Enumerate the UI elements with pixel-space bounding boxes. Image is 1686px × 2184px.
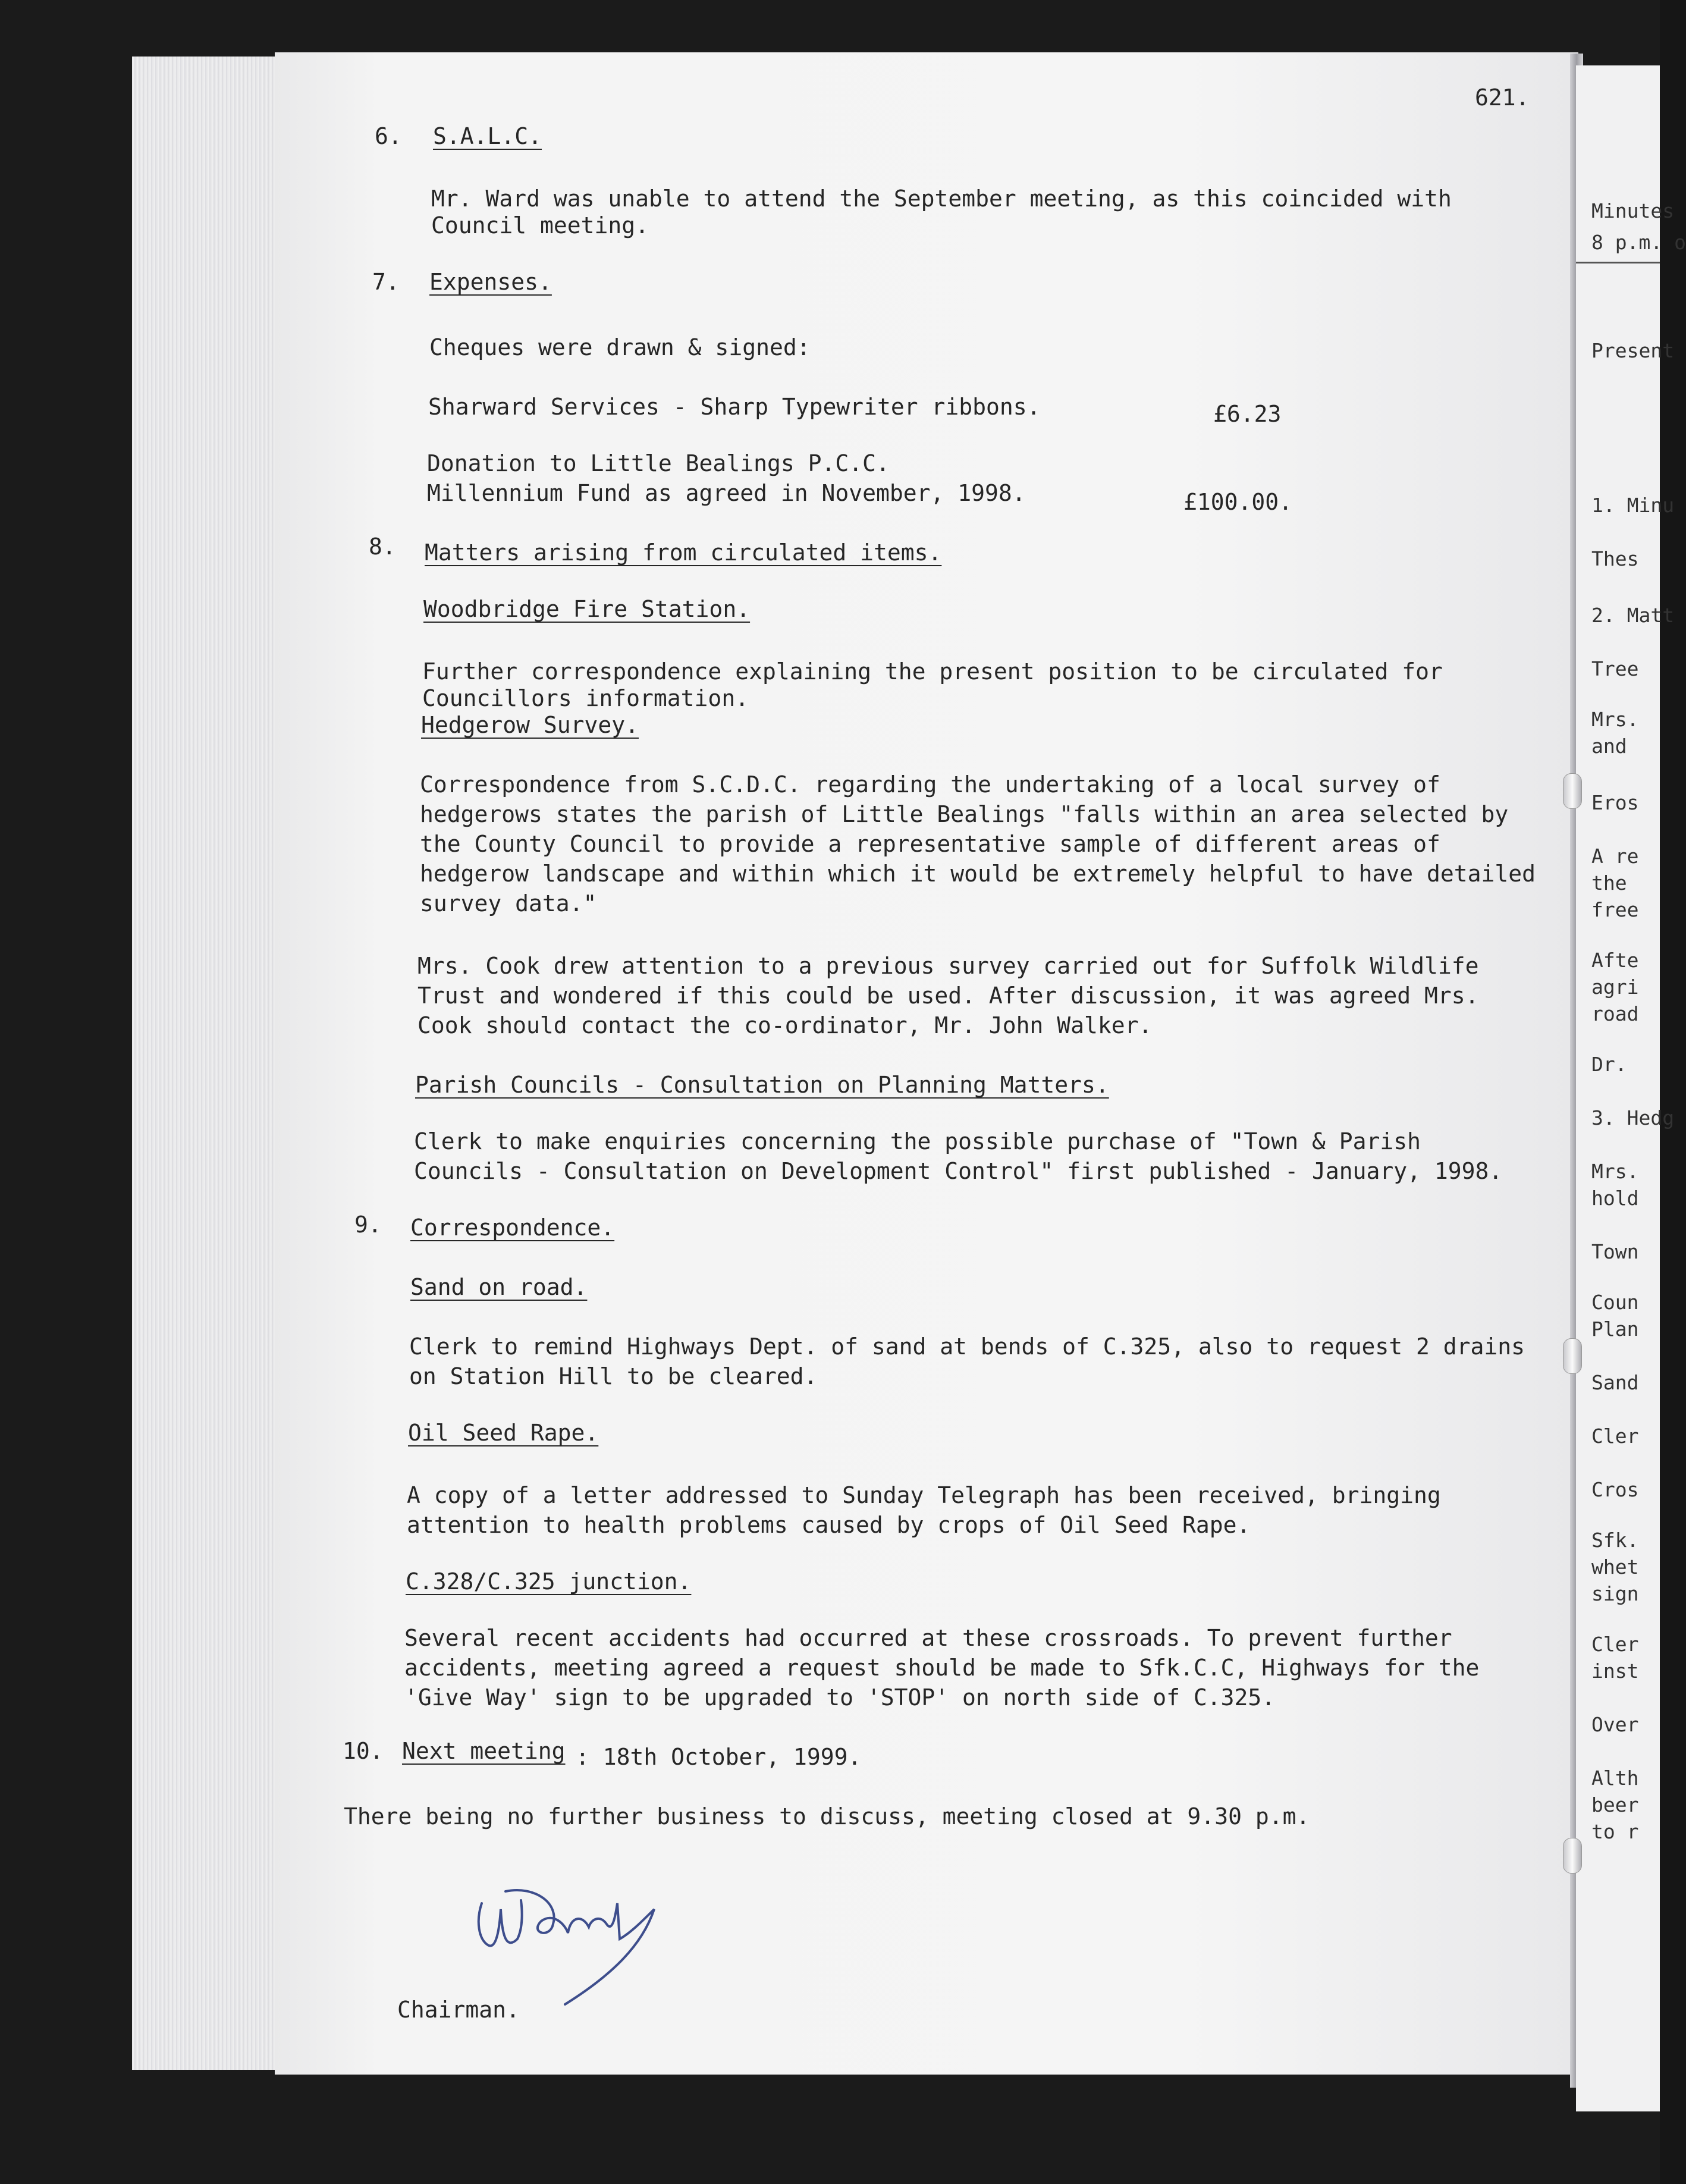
body-line: 'Give Way' sign to be upgraded to 'STOP' on north side of C.325. (404, 1684, 1276, 1711)
body-line: Further correspondence explaining the present position to be circulated for (422, 658, 1443, 685)
np-line: Dr. (1591, 1053, 1627, 1076)
np-line: sign (1591, 1582, 1639, 1605)
subheading: Parish Councils - Consultation on Planning Matters. (415, 1072, 1109, 1098)
expense-payee: Donation to Little Bealings P.C.C. (427, 450, 890, 476)
chairman-label: Chairman. (397, 1997, 520, 2023)
np-line: Sand (1591, 1371, 1639, 1394)
subheading: Sand on road. (410, 1274, 588, 1300)
np-line: Coun (1591, 1291, 1639, 1314)
body-line: survey data." (420, 890, 597, 917)
item-number: 7. (372, 269, 400, 295)
body-line: Councils - Consultation on Development Control" first published - January, 1998. (414, 1158, 1503, 1184)
np-line: whet (1591, 1555, 1639, 1579)
next-page-fragment (1576, 65, 1686, 2111)
np-line: the (1591, 871, 1627, 895)
body-line: accidents, meeting agreed a request should be made to Sfk.C.C, Highways for the (404, 1655, 1480, 1681)
np-line: hold (1591, 1187, 1639, 1210)
body-line: Clerk to make enquiries concerning the possible purchase of "Town & Parish (414, 1128, 1421, 1154)
body-line: Mr. Ward was unable to attend the September meeting, as this coincided with (431, 186, 1452, 212)
np-line: and (1591, 735, 1627, 758)
body-line: Cheques were drawn & signed: (429, 334, 811, 360)
body-line: Clerk to remind Highways Dept. of sand at bends of C.325, also to request 2 drains (409, 1333, 1525, 1360)
np-line: Mrs. (1591, 1160, 1639, 1183)
body-line: Cook should contact the co-ordinator, Mr. John Walker. (417, 1012, 1153, 1038)
np-line: Thes (1591, 547, 1639, 570)
body-line: A copy of a letter addressed to Sunday Telegraph has been received, bringing (407, 1482, 1441, 1508)
closing-line: There being no further business to discuss, meeting closed at 9.30 p.m. (344, 1803, 1310, 1830)
body-line: Mrs. Cook drew attention to a previous survey carried out for Suffolk Wildlife (417, 953, 1479, 979)
np-line: Cler (1591, 1424, 1639, 1448)
expense-payee: Sharward Services - Sharp Typewriter ribbons. (428, 394, 1041, 420)
item-heading-salc: S.A.L.C. (433, 123, 542, 149)
expense-amount: £6.23 (1213, 401, 1282, 427)
np-line: Over (1591, 1713, 1639, 1736)
np-line: agri (1591, 975, 1639, 999)
subheading: Woodbridge Fire Station. (423, 596, 751, 622)
expense-payee: Millennium Fund as agreed in November, 1998. (427, 480, 1026, 506)
body-line: hedgerows states the parish of Little Bealings "falls within an area selected by (420, 801, 1509, 827)
np-line: beer (1591, 1793, 1639, 1816)
body-line: attention to health problems caused by crops of Oil Seed Rape. (407, 1512, 1251, 1538)
body-line: Trust and wondered if this could be used. After discussion, it was agreed Mrs. (417, 983, 1479, 1009)
np-line: Minutes (1591, 199, 1675, 222)
binder-ring (1563, 773, 1582, 809)
body-line: Councillors information. (422, 685, 749, 711)
np-line: road (1591, 1002, 1639, 1025)
body-line: Several recent accidents had occurred at these crossroads. To prevent further (404, 1625, 1452, 1651)
next-meeting-label: Next meeting (402, 1738, 566, 1764)
subheading: Hedgerow Survey. (421, 712, 639, 738)
np-line: Alth (1591, 1766, 1639, 1790)
np-line: 8 p.m. o (1591, 231, 1686, 254)
np-line: Sfk. (1591, 1529, 1639, 1552)
next-meeting-date: : 18th October, 1999. (576, 1744, 862, 1770)
np-line: Mrs. (1591, 708, 1639, 731)
np-line: Cros (1591, 1478, 1639, 1501)
np-line: to r (1591, 1820, 1639, 1843)
np-line: Eros (1591, 791, 1639, 814)
np-line: Town (1591, 1240, 1639, 1263)
body-line: the County Council to provide a representative sample of different areas of (420, 831, 1440, 857)
np-line: 3. Hedg (1591, 1106, 1675, 1129)
item-number: 10. (343, 1738, 384, 1764)
subheading: C.328/C.325 junction. (406, 1568, 692, 1595)
np-rule (1576, 262, 1660, 263)
np-line: Plan (1591, 1317, 1639, 1341)
np-line: Present (1591, 339, 1675, 362)
binder-ring (1563, 1338, 1582, 1374)
np-line: A re (1591, 845, 1639, 868)
item-number: 8. (369, 534, 396, 560)
item-number: 6. (375, 123, 402, 149)
item-heading-correspondence: Correspondence. (410, 1215, 615, 1241)
body-line: on Station Hill to be cleared. (409, 1363, 818, 1389)
binder-ring (1563, 1838, 1582, 1874)
page-stack-edge (132, 57, 275, 2070)
item-number: 9. (354, 1212, 382, 1238)
item-heading-matters: Matters arising from circulated items. (425, 539, 942, 566)
body-line: hedgerow landscape and within which it would be extremely helpful to have detailed (420, 861, 1536, 887)
np-line: 1. Minu (1591, 494, 1675, 517)
np-line: Tree (1591, 657, 1639, 680)
np-line: Cler (1591, 1633, 1639, 1656)
np-line: 2. Matt (1591, 604, 1675, 627)
body-line: Council meeting. (431, 212, 649, 239)
page-number: 621. (1475, 84, 1530, 111)
expense-amount: £100.00. (1183, 489, 1293, 515)
np-line: free (1591, 898, 1639, 921)
subheading: Oil Seed Rape. (408, 1420, 599, 1446)
chairman-signature (464, 1868, 666, 2010)
np-line: inst (1591, 1659, 1639, 1683)
item-heading-expenses: Expenses. (429, 269, 552, 295)
np-line: Afte (1591, 949, 1639, 972)
body-line: Correspondence from S.C.D.C. regarding the undertaking of a local survey of (420, 771, 1440, 798)
